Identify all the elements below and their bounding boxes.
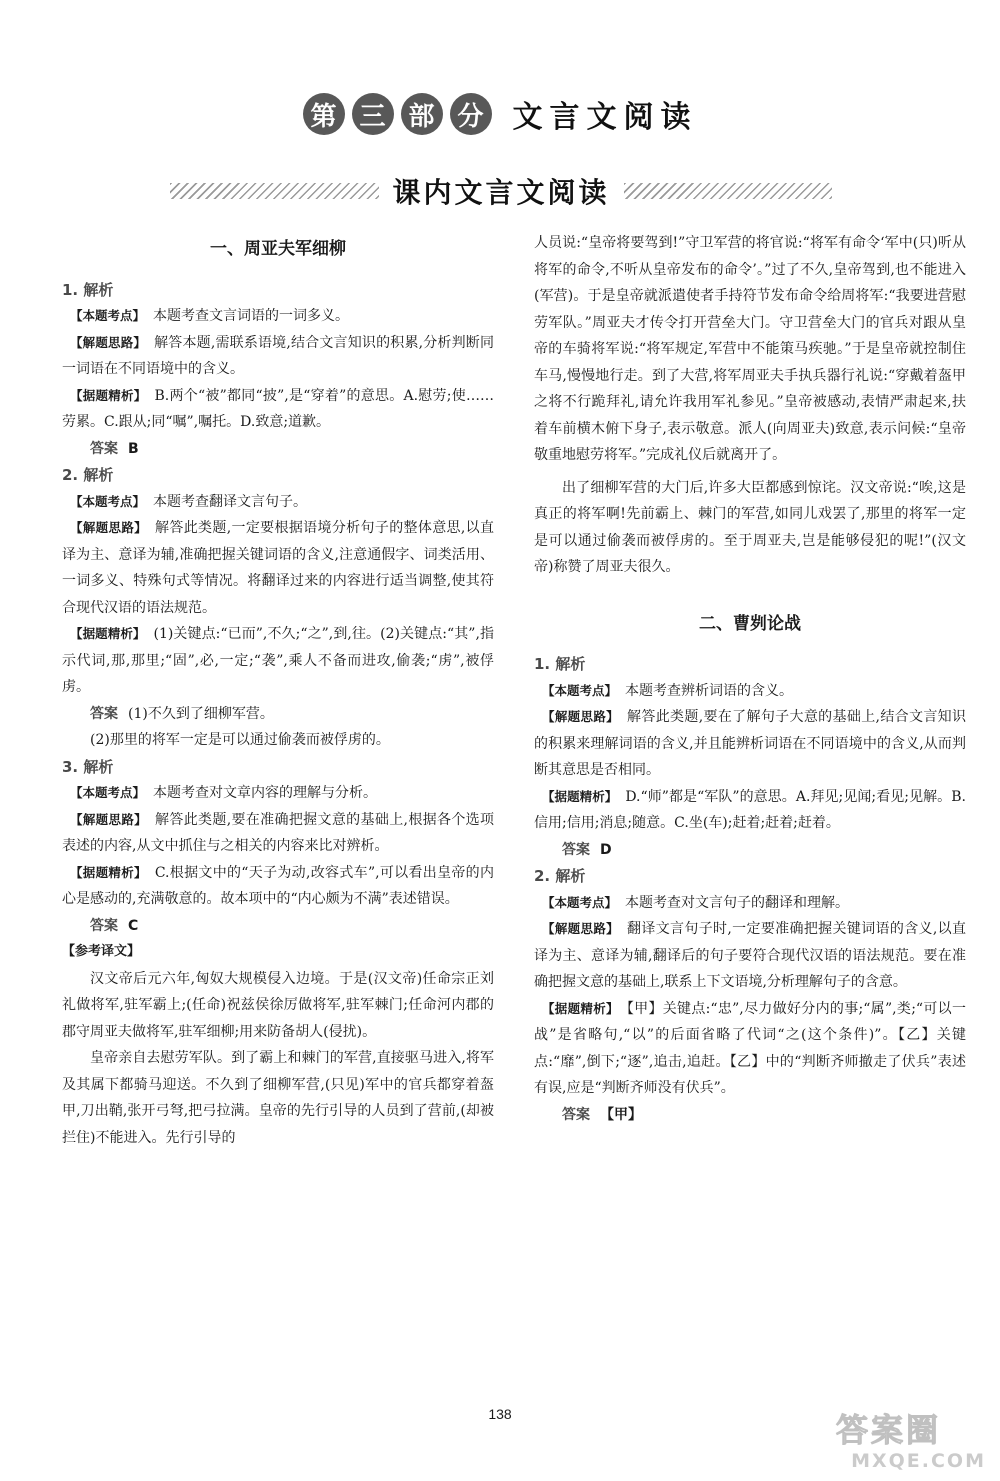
answer-value: C xyxy=(128,917,139,934)
tag-kaodian: 【本题考点】 xyxy=(70,785,146,800)
left-column xyxy=(62,230,494,1151)
tag-kaodian: 【本题考点】 xyxy=(542,682,618,698)
hatch-decoration-left xyxy=(170,183,379,199)
question-1-head: 1. 解析 xyxy=(534,655,586,673)
answer-label: 答案 xyxy=(90,917,118,934)
question-2-head: 2. 解析 xyxy=(534,867,586,885)
answer-label: 答案 xyxy=(562,1106,590,1123)
hatch-decoration-right xyxy=(624,183,833,199)
r-q1-silu xyxy=(534,704,966,784)
q1-jingxi xyxy=(62,383,494,436)
answer-label: 答案 xyxy=(90,705,118,722)
tag-silu: 【解题思路】 xyxy=(542,709,620,724)
r-q2-jingxi xyxy=(534,996,966,1102)
tag-kaodian: 【本题考点】 xyxy=(70,308,146,323)
answer-value: 【甲】 xyxy=(600,1106,642,1123)
answer-value-2: (2)那里的将军一定是可以通过偷袭而被俘虏的。 xyxy=(90,732,390,748)
reference-paragraph-2: 皇帝亲自去慰劳军队。到了霸上和棘门的军营,直接驱马进入,将军及其属下都骑马迎送。不久到了细柳军营,(只见)军中的官兵都穿着盔甲,刀出鞘,张开弓弩,把弓拉满。皇帝的先行引导的人员到了营前,(却被拦住)不能进入。先行引导的 xyxy=(62,1050,494,1146)
q2-jingxi xyxy=(62,621,494,701)
tag-silu: 【解题思路】 xyxy=(70,811,148,827)
part-name: 文言文阅读 xyxy=(512,100,698,135)
section-title: 课内文言文阅读 xyxy=(392,176,610,209)
tag-jingxi: 【据题精析】 xyxy=(542,1000,619,1016)
q3-jingxi xyxy=(62,860,494,913)
section-banner xyxy=(170,168,832,214)
q1-kaodian xyxy=(62,303,494,330)
tag-kaodian: 【本题考点】 xyxy=(542,894,618,910)
part-char-1: 第 xyxy=(303,93,345,135)
q3-kaodian-text: 本题考查对文章内容的理解与分析。 xyxy=(153,785,378,801)
answer-value-1: (1)不久到了细柳军营。 xyxy=(128,705,274,722)
question-3-head: 3. 解析 xyxy=(62,757,114,776)
lesson-title-2: 二、曹刿论战 xyxy=(699,613,801,634)
answer-label: 答案 xyxy=(562,841,590,858)
part-char-3: 部 xyxy=(401,93,443,135)
part-heading xyxy=(0,92,1000,136)
watermark-url: MXQE.COM xyxy=(851,1450,986,1472)
r-q2-kaodian xyxy=(534,890,966,917)
r-q2-jingxi-text: 【甲】关键点:“忠”,尽力做好分内的事;“属”,类;“可以一战”是省略句,“以”的后面省略了代词“之(这个条件)”。【乙】关键点:“靡”,倒下;“逐”,追击,追赶。【乙】中的“判断齐师撤走了伏兵”表述有误,应是“判断齐师没有伏兵”。 xyxy=(534,1000,966,1096)
r-q2-silu xyxy=(534,916,966,996)
r-q1-silu-text: 解答此类题,要在了解句子大意的基础上,结合文言知识的积累来理解词语的含义,并且能辨析词语在不同语境中的含义,从而判断其意思是否相同。 xyxy=(534,709,966,778)
q3-jingxi-text: C.根据文中的“天子为动,改容式车”,可以看出皇帝的内心是感动的,充满敬意的。故本项中的“内心颇为不满”表述错误。 xyxy=(62,864,494,907)
q1-silu xyxy=(62,330,494,383)
q2-kaodian xyxy=(62,489,494,516)
r-q1-jingxi xyxy=(534,784,966,837)
tag-jingxi: 【据题精析】 xyxy=(70,387,147,403)
tag-jingxi: 【据题精析】 xyxy=(70,626,146,641)
tag-silu: 【解题思路】 xyxy=(70,334,147,350)
lesson-title-1: 一、周亚夫军细柳 xyxy=(210,239,346,259)
tag-silu: 【解题思路】 xyxy=(542,921,620,936)
q3-silu-text: 解答此类题,要在准确把握文意的基础上,根据各个选项表述的内容,从文中抓住与之相关的内容来比对辨析。 xyxy=(62,811,494,854)
reference-paragraph-3: 出了细柳军营的大门后,许多大臣都感到惊诧。汉文帝说:“唉,这是真正的将军啊!先前霸上、棘门的军营,如同儿戏罢了,那里的将军一定是可以通过偷袭而被俘虏的。至于周亚夫,岂是能够侵犯的呢!”(汉文帝)称赞了周亚夫很久。 xyxy=(534,479,966,575)
reference-paragraph-continued: 人员说:“皇帝将要驾到!”守卫军营的将官说:“将军有命令‘军中(只)听从将军的命令,不听从皇帝发布的命令’。”过了不久,皇帝驾到,也不能进入(军营)。于是皇帝就派遣使者手持符节发布命令给周将军:“我要进营慰劳军队。”周亚夫才传令打开营垒大门。守卫营垒大门的官兵对跟从皇帝的车骑将军说:“将军规定,军营中不能策马疾驰。”于是皇帝就控制住车马,慢慢地行走。到了大营,将军周亚夫手执兵器行礼说:“穿戴着盔甲之将不行跪拜礼,请允许我用军礼参见。”皇帝被感动,表情严肃起来,扶着车前横木俯下身子,表示敬意。派人(向周亚夫)致意,表示问候:“皇帝敬重地慰劳将军。”完成礼仪后就离开了。 xyxy=(534,235,966,463)
q2-kaodian-text: 本题考查翻译文言句子。 xyxy=(153,493,308,510)
tag-jingxi: 【据题精析】 xyxy=(542,788,618,804)
q2-jingxi-text: (1)关键点:“已而”,不久;“之”,到,往。(2)关键点:“其”,指示代词,那,那里;“固”,必,一定;“袭”,乘人不备而进攻,偷袭;“虏”,被俘虏。 xyxy=(62,626,494,695)
right-column xyxy=(534,230,966,1128)
q2-silu-text: 解答此类题,一定要根据语境分析句子的整体意思,以直译为主、意译为辅,准确把握关键词语的含义,注意通假字、词类活用、一词多义、特殊句式等情况。将翻译过来的内容进行适当调整,使其符合现代汉语的语法规范。 xyxy=(62,520,494,616)
q2-silu xyxy=(62,515,494,621)
question-2-head: 2. 解析 xyxy=(62,466,114,484)
reference-paragraph-1: 汉文帝后元六年,匈奴大规模侵入边境。于是(汉文帝)任命宗正刘礼做将军,驻军霸上;(任命)祝兹侯徐厉做将军,驻军棘门;任命河内郡的郡守周亚夫做将军,驻军细柳;用来防备胡人(侵扰)。 xyxy=(62,970,494,1040)
part-char-4: 分 xyxy=(450,93,492,135)
r-q1-kaodian-text: 本题考查辨析词语的含义。 xyxy=(625,682,794,699)
answer-value: B xyxy=(128,440,139,457)
reference-translation-tag: 【参考译文】 xyxy=(62,944,141,959)
watermark-char-1: 答 xyxy=(836,1411,869,1449)
r-q1-jingxi-text: D.“师”都是“军队”的意思。A.拜见;见闻;看见;见解。B.信用;信用;消息;随意。C.坐(车);赶着;赶着;赶着。 xyxy=(534,788,966,831)
q1-jingxi-text: B.两个“被”都同“披”,是“穿着”的意思。A.慰劳;使……劳累。C.跟从;同“嘱”,嘱托。D.致意;道歉。 xyxy=(62,387,494,430)
watermark-char-2: 案 xyxy=(871,1411,904,1449)
r-q2-kaodian-text: 本题考查对文言句子的翻译和理解。 xyxy=(625,894,850,911)
q2-answer xyxy=(62,701,494,728)
q3-kaodian xyxy=(62,780,494,807)
tag-kaodian: 【本题考点】 xyxy=(70,493,146,509)
r-q2-silu-text: 翻译文言句子时,一定要准确把握关键词语的含义,以直译为主、意译为辅,翻译后的句子要符合现代汉语的语法规范。要在准确把握文意的基础上,联系上下文语境,分析理解句子的含意。 xyxy=(534,921,966,990)
watermark-logo xyxy=(836,1412,986,1478)
watermark-char-3: 圈 xyxy=(906,1411,939,1449)
q3-silu xyxy=(62,807,494,860)
part-char-2: 三 xyxy=(352,93,394,135)
question-1-head: 1. 解析 xyxy=(62,280,114,299)
answer-label: 答案 xyxy=(90,440,118,457)
q1-kaodian-text: 本题考查文言词语的一词多义。 xyxy=(153,308,350,324)
r-q1-kaodian xyxy=(534,678,966,705)
tag-jingxi: 【据题精析】 xyxy=(70,864,147,880)
r-q2-answer xyxy=(534,1102,966,1129)
page-number: 138 xyxy=(488,1406,512,1422)
q1-silu-text: 解答本题,需联系语境,结合文言知识的积累,分析判断同一词语在不同语境中的含义。 xyxy=(62,334,494,377)
tag-silu: 【解题思路】 xyxy=(70,520,148,535)
q1-answer xyxy=(62,436,494,463)
answer-value: D xyxy=(600,841,612,858)
q3-answer xyxy=(62,913,494,940)
r-q1-answer xyxy=(534,837,966,864)
